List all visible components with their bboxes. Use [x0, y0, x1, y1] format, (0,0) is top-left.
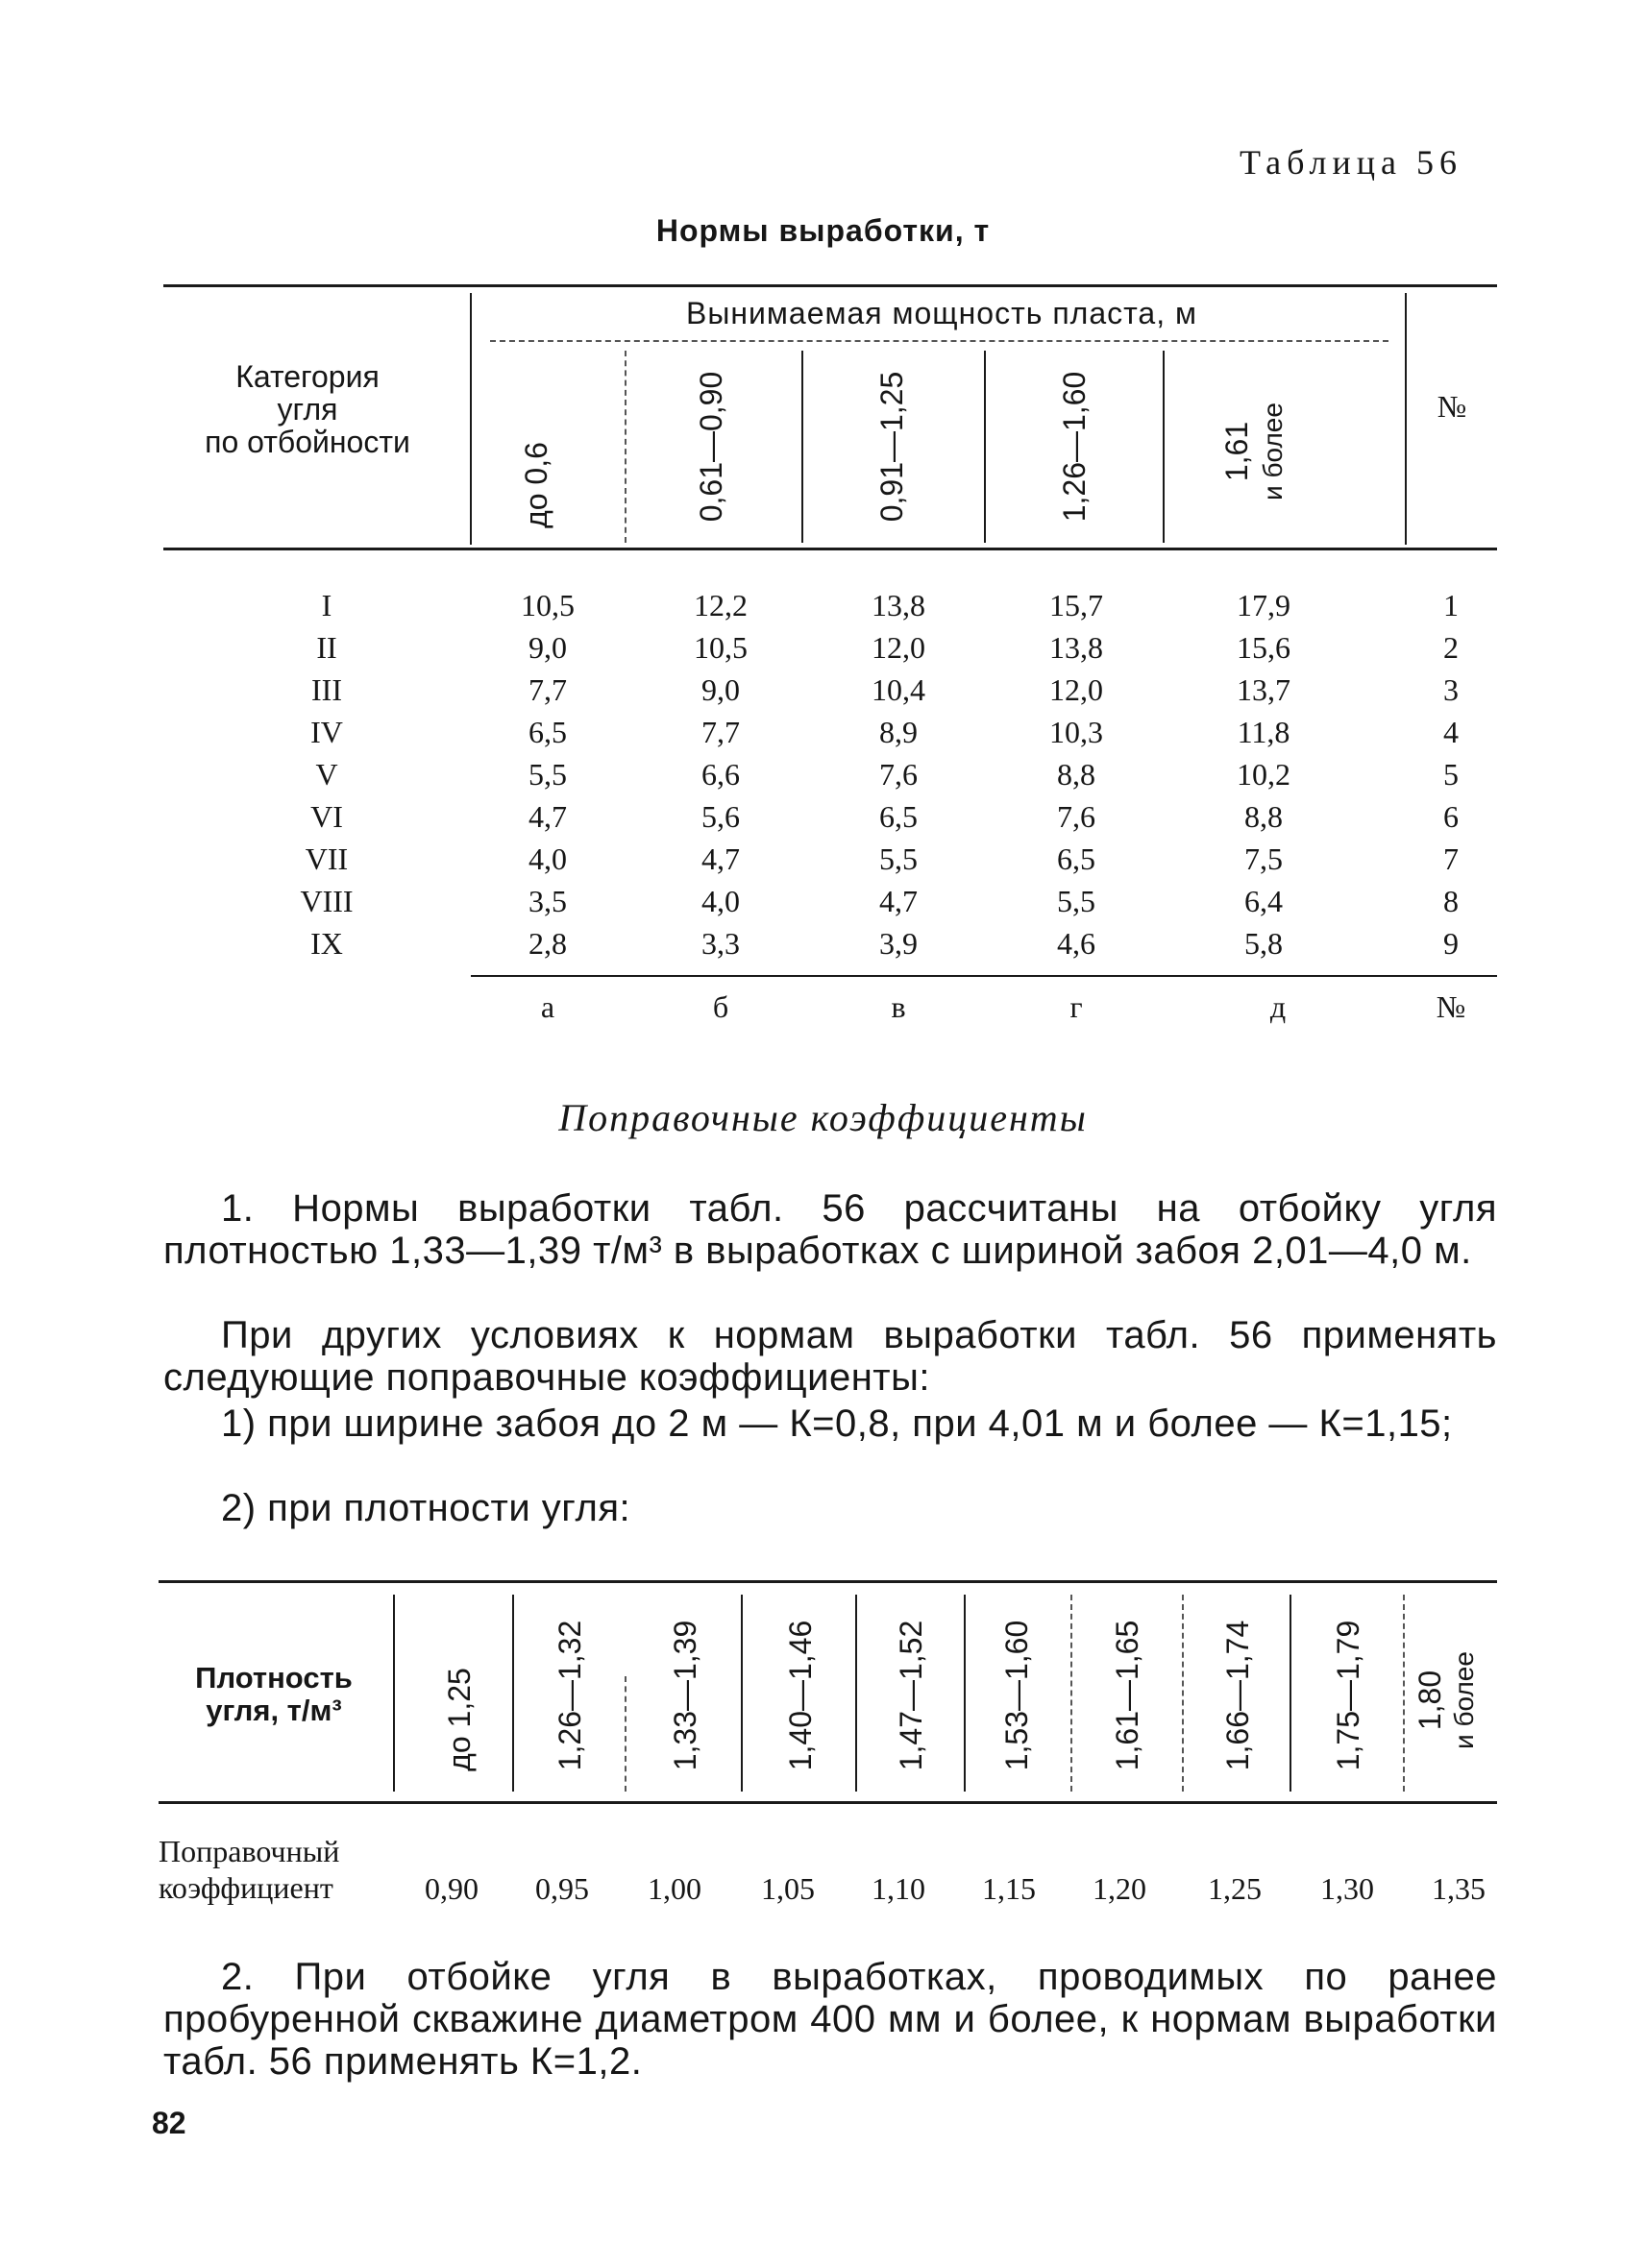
- paragraph-5: 2. При отбойке угля в выработках, проводимых по ранее пробуренной скважине диаметром 400 мм и более, к нормам выработки табл. 56 применять К=1,2.: [163, 1956, 1497, 2083]
- table-title: Нормы выработки, т: [655, 213, 991, 248]
- density-col-1-53-1-60: 1,53—1,60: [999, 1620, 1034, 1771]
- density-col-do-1-25: до 1,25: [442, 1668, 477, 1771]
- paragraph-2: При других условиях к нормам выработки табл. 56 применять следующие поправочные коэффициенты:: [163, 1314, 1497, 1399]
- density-header: Плотность угля, т/м³: [195, 1661, 353, 1727]
- density-col-1-40-1-46: 1,40—1,46: [783, 1620, 818, 1771]
- density-col-1-75-1-79: 1,75—1,79: [1331, 1620, 1365, 1771]
- density-col-1-61-1-65: 1,61—1,65: [1110, 1620, 1144, 1771]
- coef-label: Поправочный коэффициент: [159, 1834, 340, 1905]
- col-header-0-61-0-90: 0,61—0,90: [694, 371, 728, 523]
- paragraph-4: 2) при плотности угля:: [221, 1487, 631, 1529]
- density-col-1-26-1-32: 1,26—1,32: [553, 1620, 587, 1771]
- density-col-1-47-1-52: 1,47—1,52: [894, 1620, 928, 1771]
- thickness-group-header: Вынимаемая мощность пласта, м: [686, 296, 1197, 330]
- density-col-1-80-plus: 1,80 и более: [1413, 1651, 1479, 1749]
- number-header: №: [1437, 389, 1467, 424]
- page-number: 82: [152, 2106, 186, 2140]
- col-header-do-0-6: до 0,6: [519, 442, 553, 528]
- corrections-title: Поправочные коэффициенты: [558, 1096, 1088, 1139]
- col-header-0-91-1-25: 0,91—1,25: [874, 371, 909, 523]
- paragraph-1: 1. Нормы выработки табл. 56 рассчитаны на отбойку угля плотностью 1,33—1,39 т/м³ в выработках с шириной забоя 2,01—4,0 м.: [163, 1187, 1497, 1272]
- col-header-1-26-1-60: 1,26—1,60: [1057, 371, 1092, 523]
- category-header: Категория угля по отбойности: [205, 359, 410, 459]
- density-col-1-33-1-39: 1,33—1,39: [668, 1620, 702, 1771]
- paragraph-3: 1) при ширине забоя до 2 м — К=0,8, при 4,01 м и более — К=1,15;: [221, 1402, 1453, 1445]
- density-col-1-66-1-74: 1,66—1,74: [1220, 1620, 1255, 1771]
- table-label: Таблица 56: [1240, 143, 1462, 182]
- col-header-1-61-plus: 1,61 и более: [1219, 402, 1288, 500]
